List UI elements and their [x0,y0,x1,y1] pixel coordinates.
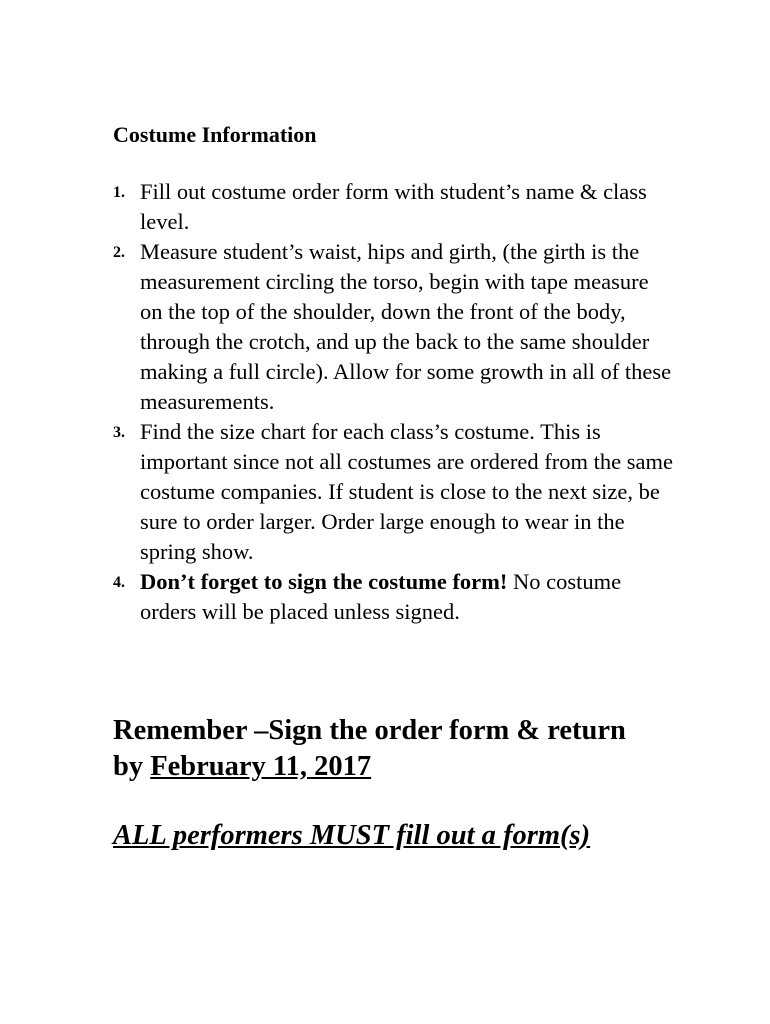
step-text: Fill out costume order form with student’s name & class level. [140,179,647,234]
list-item [113,567,673,627]
list-item [113,417,673,567]
list-item [113,237,673,417]
step-text: Measure student’s waist, hips and girth, (the girth is the measurement circling the torso, begin with tape measure on the top of the shoulder, down the front of the body, through the crotch, and up the back to the same shoulder making a full circle). Allow for some growth in all of these measurements. [140,239,672,414]
step-number: 2. [113,244,125,261]
list-item [113,177,673,237]
step-emphasis: Don’t forget to sign the costume form! [140,569,508,594]
step-text: Find the size chart for each class’s costume. This is important since not all costumes are ordered from the same costume companies. If student is close to the next size, be sure to order larger. Order large enough to wear in the spring show. [140,419,673,564]
step-number: 1. [113,184,125,201]
step-number: 3. [113,424,125,441]
reminder-by: by [113,751,151,782]
performers-note: ALL performers MUST fill out a form(s) [113,820,591,851]
instruction-list [113,177,673,627]
step-number: 4. [113,574,125,591]
step-text: No costume orders will be placed unless signed. [140,569,622,624]
return-reminder [113,713,713,785]
page-title: Costume Information [113,122,317,147]
deadline-date: February 11, 2017 [150,751,372,782]
reminder-line: Remember –Sign the order form & return [113,715,626,746]
